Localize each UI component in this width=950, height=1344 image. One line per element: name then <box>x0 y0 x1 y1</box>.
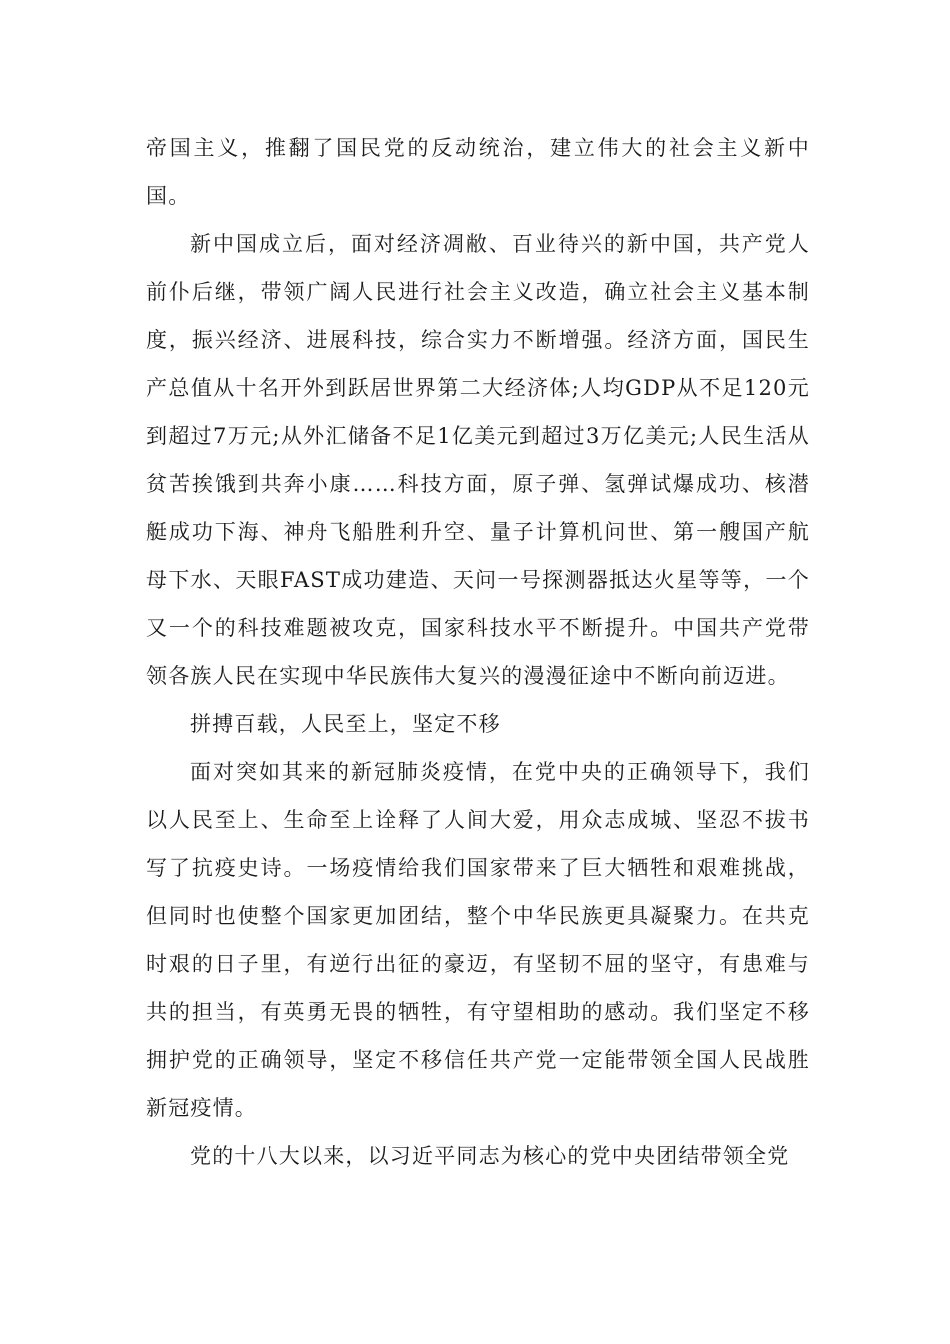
paragraph-new-china: 新中国成立后，面对经济凋敝、百业待兴的新中国，共产党人前仆后继，带领广阔人民进行社会主义改造，确立社会主义基本制度，振兴经济、进展科技，综合实力不断增强。经济方面，国民生产总值从十名开外到跃居世界第二大经济体;人均GDP从不足120元到超过7万元;从外汇储备不足1亿美元到超过3万亿美元;人民生活从贫苦挨饿到共奔小康……科技方面，原子弹、氢弹试爆成功、核潜艇成功下海、神舟飞船胜利升空、量子计算机问世、第一艘国产航母下水、天眼FAST成功建造、天问一号探测器抵达火星等等，一个又一个的科技难题被攻克，国家科技水平不断提升。中国共产党带领各族人民在实现中华民族伟大复兴的漫漫征途中不断向前迈进。 <box>146 232 810 688</box>
paragraph-continuation: 帝国主义，推翻了国民党的反动统治，建立伟大的社会主义新中国。 <box>146 136 810 208</box>
section-heading: 拼搏百载，人民至上，坚定不移 <box>190 712 501 736</box>
document-body <box>146 124 810 1180</box>
paragraph-pandemic: 面对突如其来的新冠肺炎疫情，在党中央的正确领导下，我们以人民至上、生命至上诠释了人间大爱，用众志成城、坚忍不拔书写了抗疫史诗。一场疫情给我们国家带来了巨大牺牲和艰难挑战，但同时也使整个国家更加团结，整个中华民族更具凝聚力。在共克时艰的日子里，有逆行出征的豪迈，有坚韧不屈的坚守，有患难与共的担当，有英勇无畏的牺牲，有守望相助的感动。我们坚定不移拥护党的正确领导，坚定不移信任共产党一定能带领全国人民战胜新冠疫情。 <box>146 760 810 1120</box>
paragraph-eighteenth-congress: 党的十八大以来，以习近平同志为核心的党中央团结带领全党 <box>190 1144 790 1168</box>
